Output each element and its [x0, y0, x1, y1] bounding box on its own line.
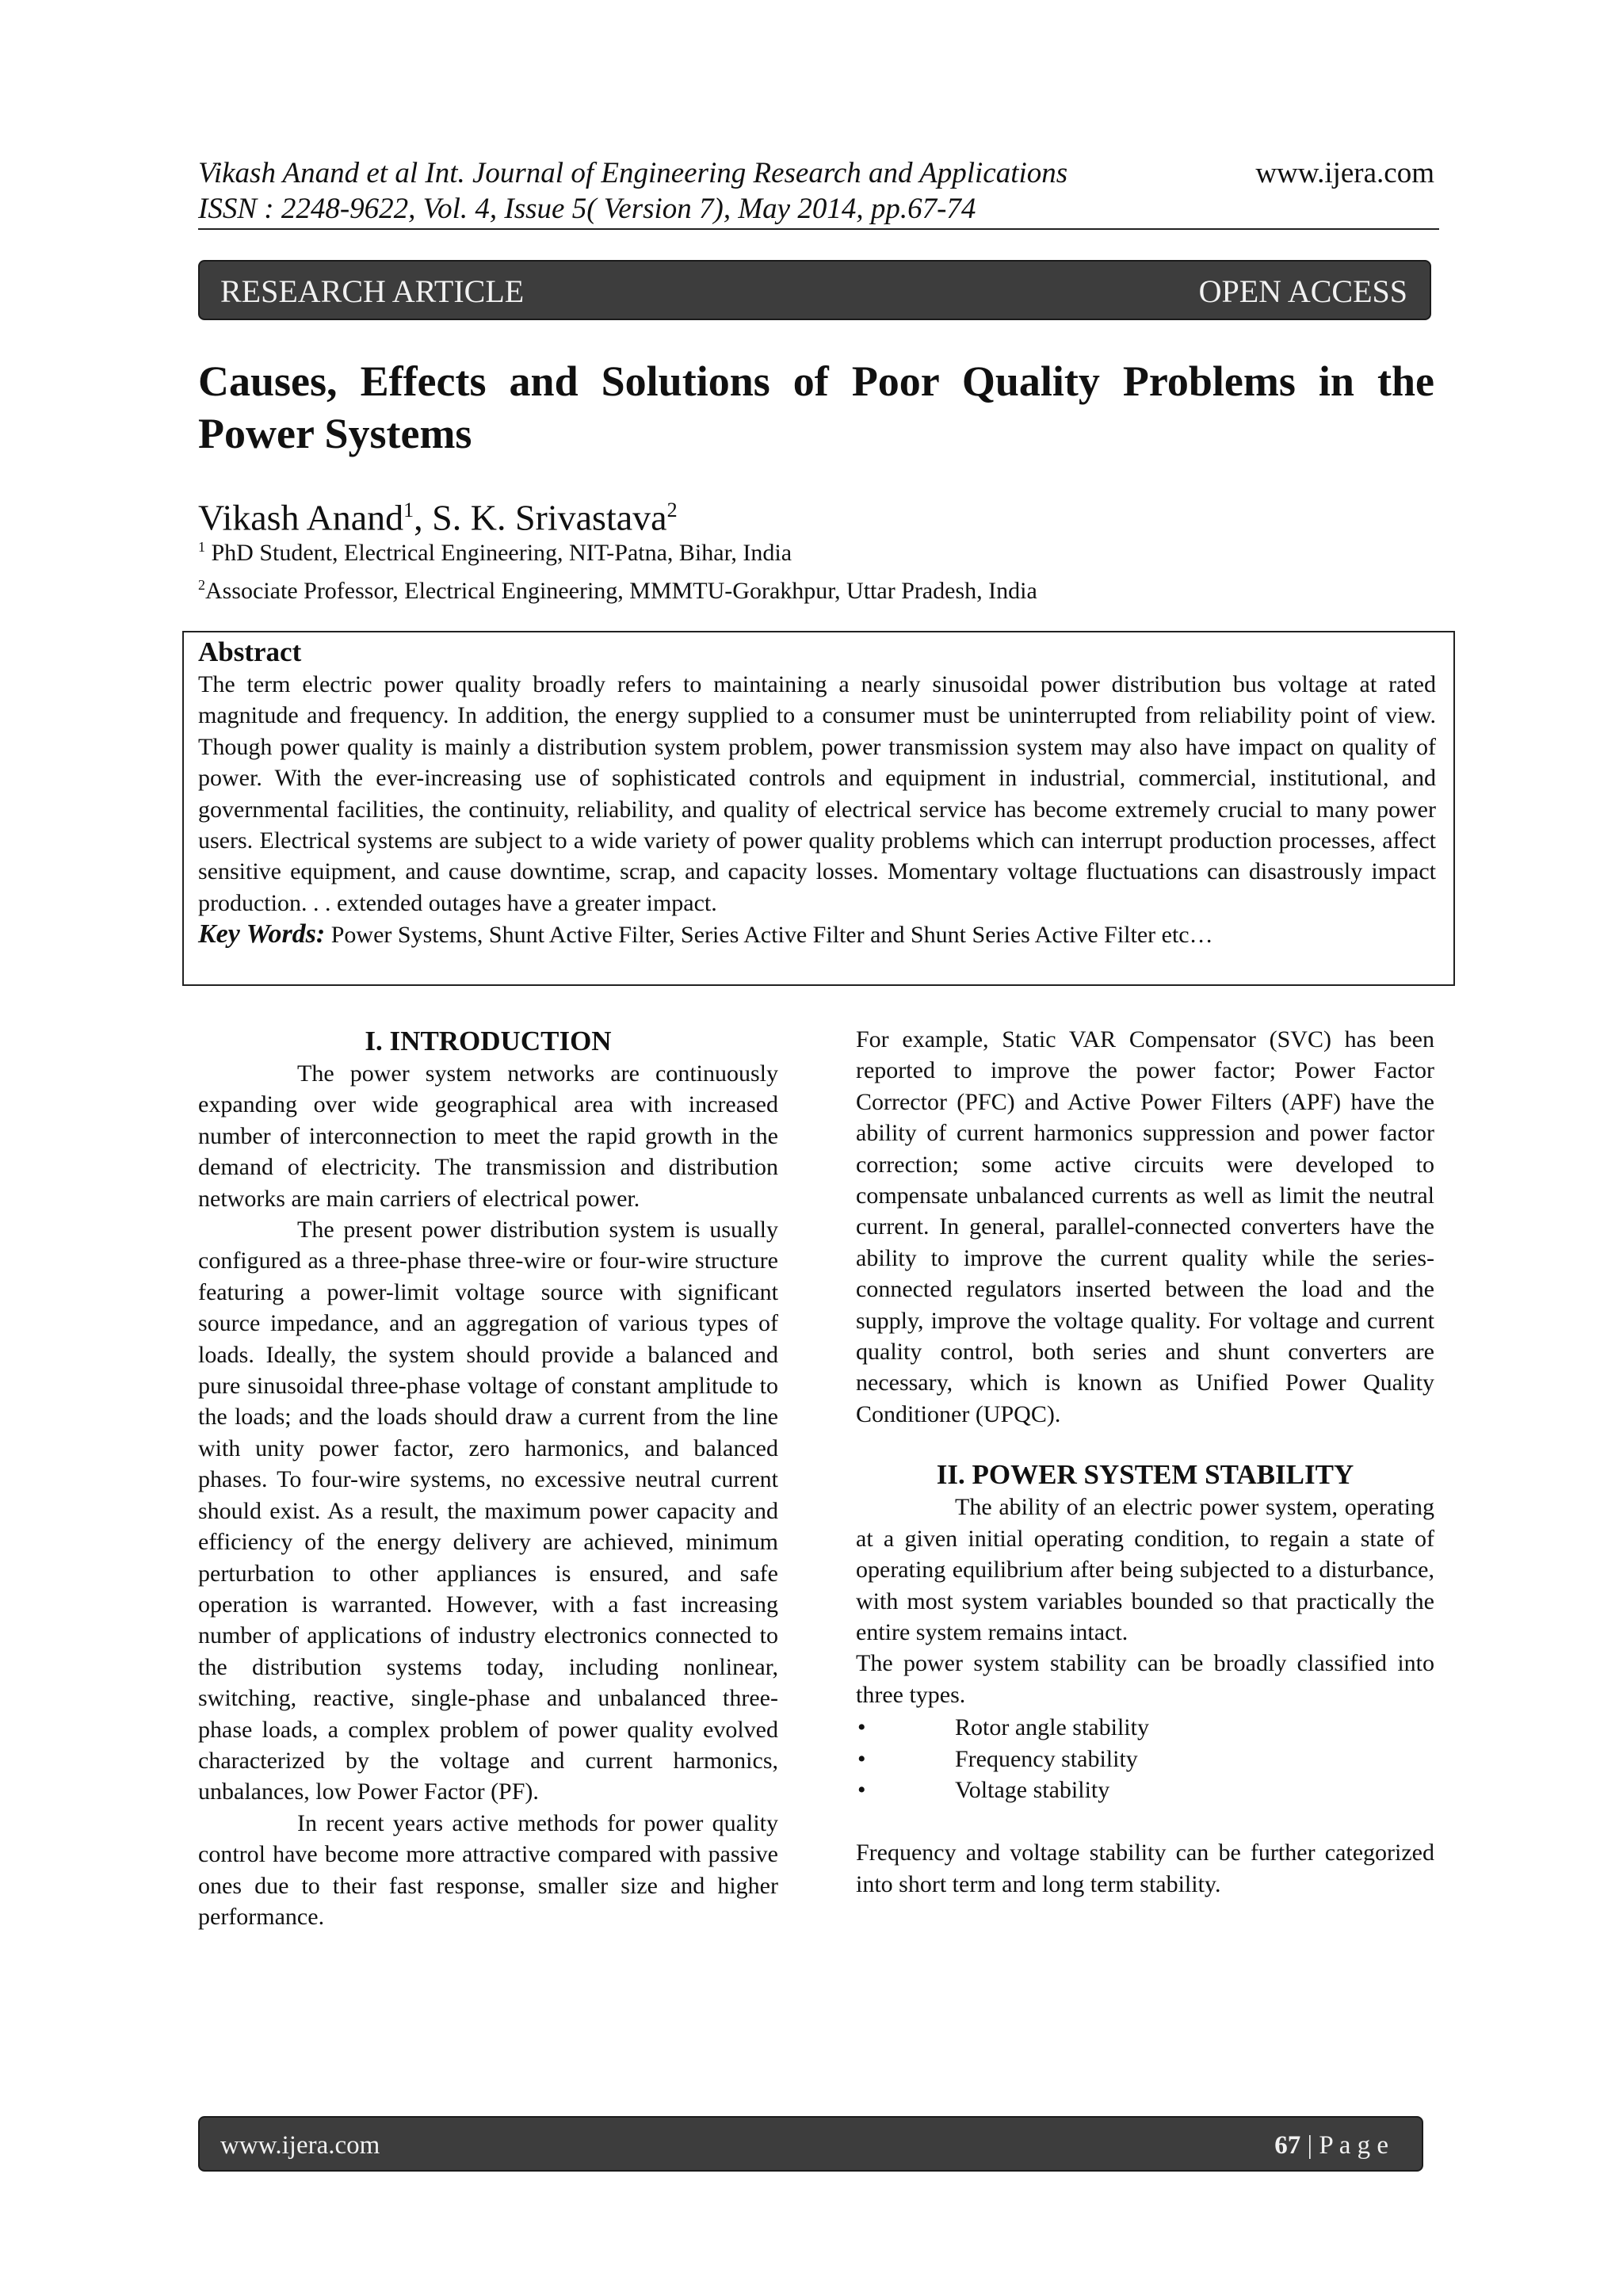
footer-site-link[interactable]: www.ijera.com: [220, 2131, 380, 2160]
article-type-banner: [198, 260, 1431, 320]
left-column: [198, 1025, 778, 1932]
issn-line: ISSN : 2248-9622, Vol. 4, Issue 5( Version 7), May 2014, pp.67-74: [198, 193, 976, 225]
paragraph: In recent years active methods for power quality control have become more attractive compared with passive ones due to their fast response, smaller size and higher performance.: [198, 1809, 778, 1930]
stability-types-list: [856, 1712, 1434, 1805]
list-item-text: Rotor angle stability: [955, 1714, 1149, 1741]
paragraph: The ability of an electric power system, operating at a given initial operating condition, to regain a state of operating equilibrium after being subjected to a disturbance, with most system variables bounded so that practically the entire system remains intact.: [856, 1494, 1434, 1645]
section-heading-introduction: I. INTRODUCTION: [365, 1026, 612, 1056]
affil-marker: 2: [198, 577, 205, 593]
keywords: [198, 919, 1436, 951]
bullet-icon: •: [857, 1776, 866, 1803]
page-number-value: 67: [1274, 2131, 1301, 2160]
header-site-link[interactable]: www.ijera.com: [1255, 157, 1434, 189]
author-name: S. K. Srivastava: [432, 497, 667, 538]
running-head: [198, 155, 1434, 227]
paragraph: The present power distribution system is usually configured as a three-phase three-wire or four-wire structure featuring a power-limit voltage source with significant source impedance, and an aggregation of various types of loads. Ideally, the system should provide a balanced and pure sinusoidal three-phase voltage of constant amplitude to the loads; and the loads should draw a current from the line with unity power factor, zero harmonics, and balanced phases. To four-wire systems, no excessive neutral current should exist. As a result, the maximum power capacity and efficiency of the energy delivery are achieved, minimum perturbation to other appliances is ensured, and safe operation is warranted. However, with a fast increasing number of applications of industry electronics connected to the distribution systems today, including nonlinear, switching, reactive, single-phase and unbalanced three-phase loads, a complex problem of power quality evolved characterized by the voltage and current harmonics, unbalances, low Power Factor (PF).: [198, 1217, 778, 1805]
list-item: [856, 1744, 1434, 1775]
header-rule: [198, 228, 1439, 230]
author-separator: ,: [414, 497, 433, 538]
paragraph: For example, Static VAR Compensator (SVC) has been reported to improve the power factor; Power Factor Corrector (PFC) and Active Power Filters (APF) have the ability of current harmonics suppression and power factor correction; some active circuits were developed to compensate unbalanced currents as well as limit the neutral current. In general, parallel-connected converters have the ability to improve the current quality while the series-connected regulators inserted between the load and the supply, improve the voltage quality. For voltage and current quality control, both series and shunt converters are necessary, which is known as Unified Power Quality Conditioner (UPQC).: [856, 1026, 1434, 1427]
page-number: [1274, 2118, 1388, 2173]
abstract-box: [182, 631, 1455, 986]
paragraph: Frequency and voltage stability can be further categorized into short term and long term stability.: [856, 1839, 1434, 1897]
right-column: [856, 1024, 1434, 1900]
paragraph-spacer: [856, 1805, 1434, 1837]
author-affil-marker: 1: [403, 499, 414, 521]
paragraph: The power system networks are continuously expanding over wide geographical area with increased number of interconnection to meet the rapid growth in the demand of electricity. The transmission and distribution networks are main carriers of electrical power.: [198, 1060, 778, 1212]
keywords-label: Key Words:: [198, 919, 326, 949]
section-spacer: [856, 1430, 1434, 1458]
abstract-heading: Abstract: [198, 636, 302, 667]
affil-text: Associate Professor, Electrical Engineering, MMMTU-Gorakhpur, Uttar Pradesh, India: [205, 578, 1037, 604]
journal-line: Vikash Anand et al Int. Journal of Engineering Research and Applications: [198, 157, 1068, 189]
section-heading-stability: II. POWER SYSTEM STABILITY: [936, 1459, 1354, 1491]
list-item-text: Voltage stability: [955, 1776, 1110, 1803]
page-label: | P a g e: [1300, 2131, 1388, 2160]
abstract-content: [198, 636, 1436, 951]
bullet-icon: •: [857, 1745, 866, 1772]
affiliation-2: [198, 569, 1037, 607]
footer-bar: [198, 2116, 1423, 2172]
abstract-text: The term electric power quality broadly refers to maintaining a nearly sinusoidal power distribution bus voltage at rated magnitude and frequency. In addition, the energy supplied to a consumer must be uninterrupted from reliability point of view. Though power quality is mainly a distribution system problem, power transmission system may also have impact on quality of power. With the ever-increasing use of sophisticated controls and equipment in industrial, commercial, institutional, and governmental facilities, the continuity, reliability, and quality of electrical service has become extremely crucial to many power users. Electrical systems are subject to a wide variety of power quality problems which can interrupt production processes, affect sensitive equipment, and cause downtime, scrap, and capacity losses. Momentary voltage fluctuations can disastrously impact production. . . extended outages have a greater impact.: [198, 671, 1436, 916]
paragraph: The power system stability can be broadly classified into three types.: [856, 1650, 1434, 1708]
list-item-text: Frequency stability: [955, 1745, 1138, 1772]
bullet-icon: •: [857, 1714, 866, 1741]
research-article-label: RESEARCH ARTICLE: [220, 273, 525, 309]
affil-text: PhD Student, Electrical Engineering, NIT-Patna, Bihar, India: [205, 540, 792, 566]
author-affil-marker: 2: [666, 499, 678, 521]
list-item: [856, 1775, 1434, 1805]
affiliations: [198, 531, 1037, 607]
paper-title: Causes, Effects and Solutions of Poor Quality Problems in the Power Systems: [198, 357, 1434, 457]
affil-marker: 1: [198, 539, 205, 555]
open-access-label: OPEN ACCESS: [1198, 273, 1407, 309]
list-item: [856, 1712, 1434, 1743]
author-name: Vikash Anand: [198, 497, 404, 538]
keywords-text: Power Systems, Shunt Active Filter, Series Active Filter and Shunt Series Active Filter etc…: [325, 922, 1213, 949]
affiliation-1: [198, 531, 1037, 569]
